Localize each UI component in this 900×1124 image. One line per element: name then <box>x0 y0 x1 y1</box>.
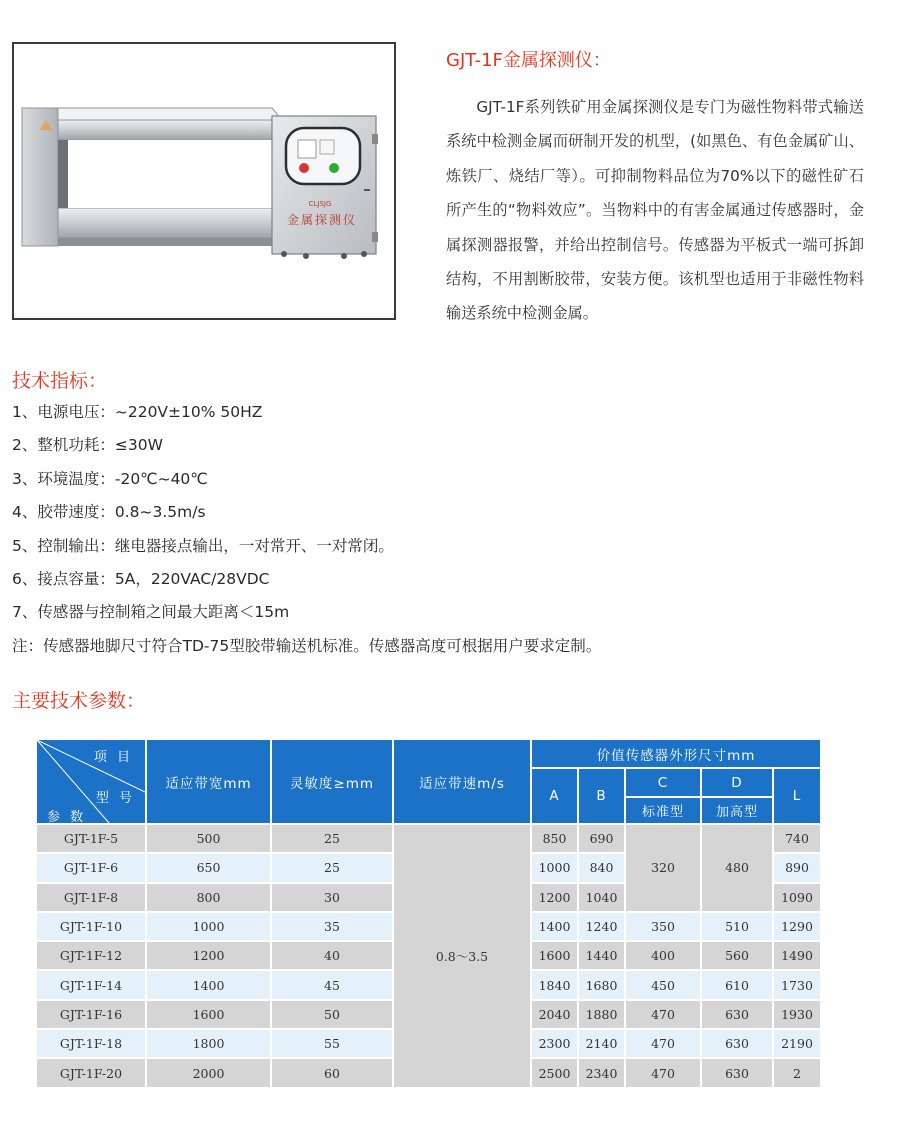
cell-d: 630 <box>702 1030 772 1057</box>
cell-a: 850 <box>532 825 577 852</box>
spec-item: 1、电源电压：~220V±10% 50HZ <box>12 403 263 421</box>
cell-model: GJT-1F-10 <box>37 913 145 940</box>
header-belt-width: 适应带宽mm <box>147 740 270 823</box>
cell-a: 2300 <box>532 1030 577 1057</box>
cell-width: 1400 <box>147 971 270 998</box>
cell-width: 1200 <box>147 942 270 969</box>
cell-l: 890 <box>774 854 820 881</box>
cell-width: 800 <box>147 884 270 911</box>
cell-c: 470 <box>626 1059 700 1086</box>
cell-l: 740 <box>774 825 820 852</box>
cell-b: 1440 <box>579 942 624 969</box>
cell-d: 560 <box>702 942 772 969</box>
specs-title: 技术指标： <box>12 370 108 392</box>
header-col-d: D <box>702 769 772 796</box>
cell-c: 470 <box>626 1001 700 1028</box>
cell-width: 1800 <box>147 1030 270 1057</box>
cell-sensitivity: 30 <box>272 884 392 911</box>
spec-note: 注：传感器地脚尺寸符合TD-75型胶带输送机标准。传感器高度可根据用户要求定制。 <box>12 636 602 655</box>
cell-b: 1040 <box>579 884 624 911</box>
cell-sensitivity: 25 <box>272 825 392 852</box>
cell-a: 1400 <box>532 913 577 940</box>
cell-d-merged: 480 <box>702 825 772 911</box>
cell-b: 1680 <box>579 971 624 998</box>
cell-c: 450 <box>626 971 700 998</box>
cell-a: 1000 <box>532 854 577 881</box>
cell-l: 1930 <box>774 1001 820 1028</box>
cell-b: 690 <box>579 825 624 852</box>
cell-b: 840 <box>579 854 624 881</box>
cell-sensitivity: 40 <box>272 942 392 969</box>
cell-belt-speed-merged: 0.8～3.5 <box>394 825 530 1087</box>
product-photo <box>12 42 396 320</box>
cell-sensitivity: 55 <box>272 1030 392 1057</box>
cell-l: 1090 <box>774 884 820 911</box>
cell-b: 1880 <box>579 1001 624 1028</box>
header-sensitivity: 灵敏度≥mm <box>272 740 392 823</box>
cell-d: 510 <box>702 913 772 940</box>
header-col-c: C <box>626 769 700 796</box>
cell-b: 2340 <box>579 1059 624 1086</box>
cell-b: 1240 <box>579 913 624 940</box>
corner-item-label: 项 目 <box>93 750 133 765</box>
cell-c: 470 <box>626 1030 700 1057</box>
cell-model: GJT-1F-12 <box>37 942 145 969</box>
header-col-l: L <box>774 769 820 823</box>
cell-model: GJT-1F-5 <box>37 825 145 852</box>
cell-width: 1600 <box>147 1001 270 1028</box>
params-title: 主要技术参数： <box>12 690 146 712</box>
header-col-c-sub: 标准型 <box>626 798 700 823</box>
corner-param-label: 参 数 <box>47 810 87 825</box>
spec-item: 3、环境温度：-20℃~40℃ <box>12 469 208 488</box>
header-belt-speed: 适应带速m/s <box>394 740 530 823</box>
cell-width: 1000 <box>147 913 270 940</box>
cell-c: 400 <box>626 942 700 969</box>
cell-l: 1730 <box>774 971 820 998</box>
corner-model-label: 型 号 <box>95 791 135 806</box>
cell-sensitivity: 35 <box>272 913 392 940</box>
cell-width: 500 <box>147 825 270 852</box>
spec-item: 6、接点容量：5A，220VAC/28VDC <box>12 569 270 588</box>
header-dims-group: 价值传感器外形尺寸mm <box>532 740 820 767</box>
table-row <box>37 825 820 852</box>
intro-title: GJT-1F金属探测仪： <box>446 50 611 71</box>
cell-l: 2 <box>774 1059 820 1086</box>
spec-item: 7、传感器与控制箱之间最大距离＜15m <box>12 603 290 622</box>
header-col-a: A <box>532 769 577 823</box>
cell-model: GJT-1F-16 <box>37 1001 145 1028</box>
cell-l: 1290 <box>774 913 820 940</box>
cell-a: 2040 <box>532 1001 577 1028</box>
cell-model: GJT-1F-6 <box>37 854 145 881</box>
cell-l: 2190 <box>774 1030 820 1057</box>
box-name-label: 金属探测仪 <box>286 213 358 227</box>
cell-width: 650 <box>147 854 270 881</box>
cell-sensitivity: 45 <box>272 971 392 998</box>
intro-body: GJT-1F系列铁矿用金属探测仪是专门为磁性物料带式输送系统中检测金属而研制开发的机型，(如黑色、有色金属矿山、炼铁厂、烧结厂等）。可抑制物料品位为70%以下的磁性矿石所产生的“物料效应”。当物料中的有害金属通过传感器时，金属探测器报警，并给出控制信号。传感器为平板式一端可拆卸结构，不用割断胶带，安装方便。该机型也适用于非磁性物料输送系统中检测金属。 <box>446 98 864 323</box>
cell-a: 1200 <box>532 884 577 911</box>
header-corner <box>37 740 145 823</box>
spec-list <box>12 396 601 663</box>
cell-model: GJT-1F-14 <box>37 971 145 998</box>
cell-b: 2140 <box>579 1030 624 1057</box>
cell-l: 1490 <box>774 942 820 969</box>
cell-model: GJT-1F-18 <box>37 1030 145 1057</box>
cell-model: GJT-1F-8 <box>37 884 145 911</box>
box-model-label: CLJSJG <box>308 200 332 208</box>
cell-a: 2500 <box>532 1059 577 1086</box>
cell-width: 2000 <box>147 1059 270 1086</box>
cell-d: 630 <box>702 1001 772 1028</box>
spec-item: 4、胶带速度：0.8~3.5m/s <box>12 503 206 522</box>
header-col-b: B <box>579 769 624 823</box>
cell-d: 630 <box>702 1059 772 1086</box>
cell-d: 610 <box>702 971 772 998</box>
cell-sensitivity: 60 <box>272 1059 392 1086</box>
cell-sensitivity: 25 <box>272 854 392 881</box>
cell-c-merged: 320 <box>626 825 700 911</box>
params-table <box>35 738 822 1089</box>
cell-a: 1840 <box>532 971 577 998</box>
spec-item: 2、整机功耗：≤30W <box>12 436 163 455</box>
metal-detector-illustration <box>14 44 394 318</box>
cell-a: 1600 <box>532 942 577 969</box>
cell-sensitivity: 50 <box>272 1001 392 1028</box>
cell-model: GJT-1F-20 <box>37 1059 145 1086</box>
cell-c: 350 <box>626 913 700 940</box>
spec-item: 5、控制输出：继电器接点输出，一对常开、一对常闭。 <box>12 536 394 555</box>
header-col-d-sub: 加高型 <box>702 798 772 823</box>
